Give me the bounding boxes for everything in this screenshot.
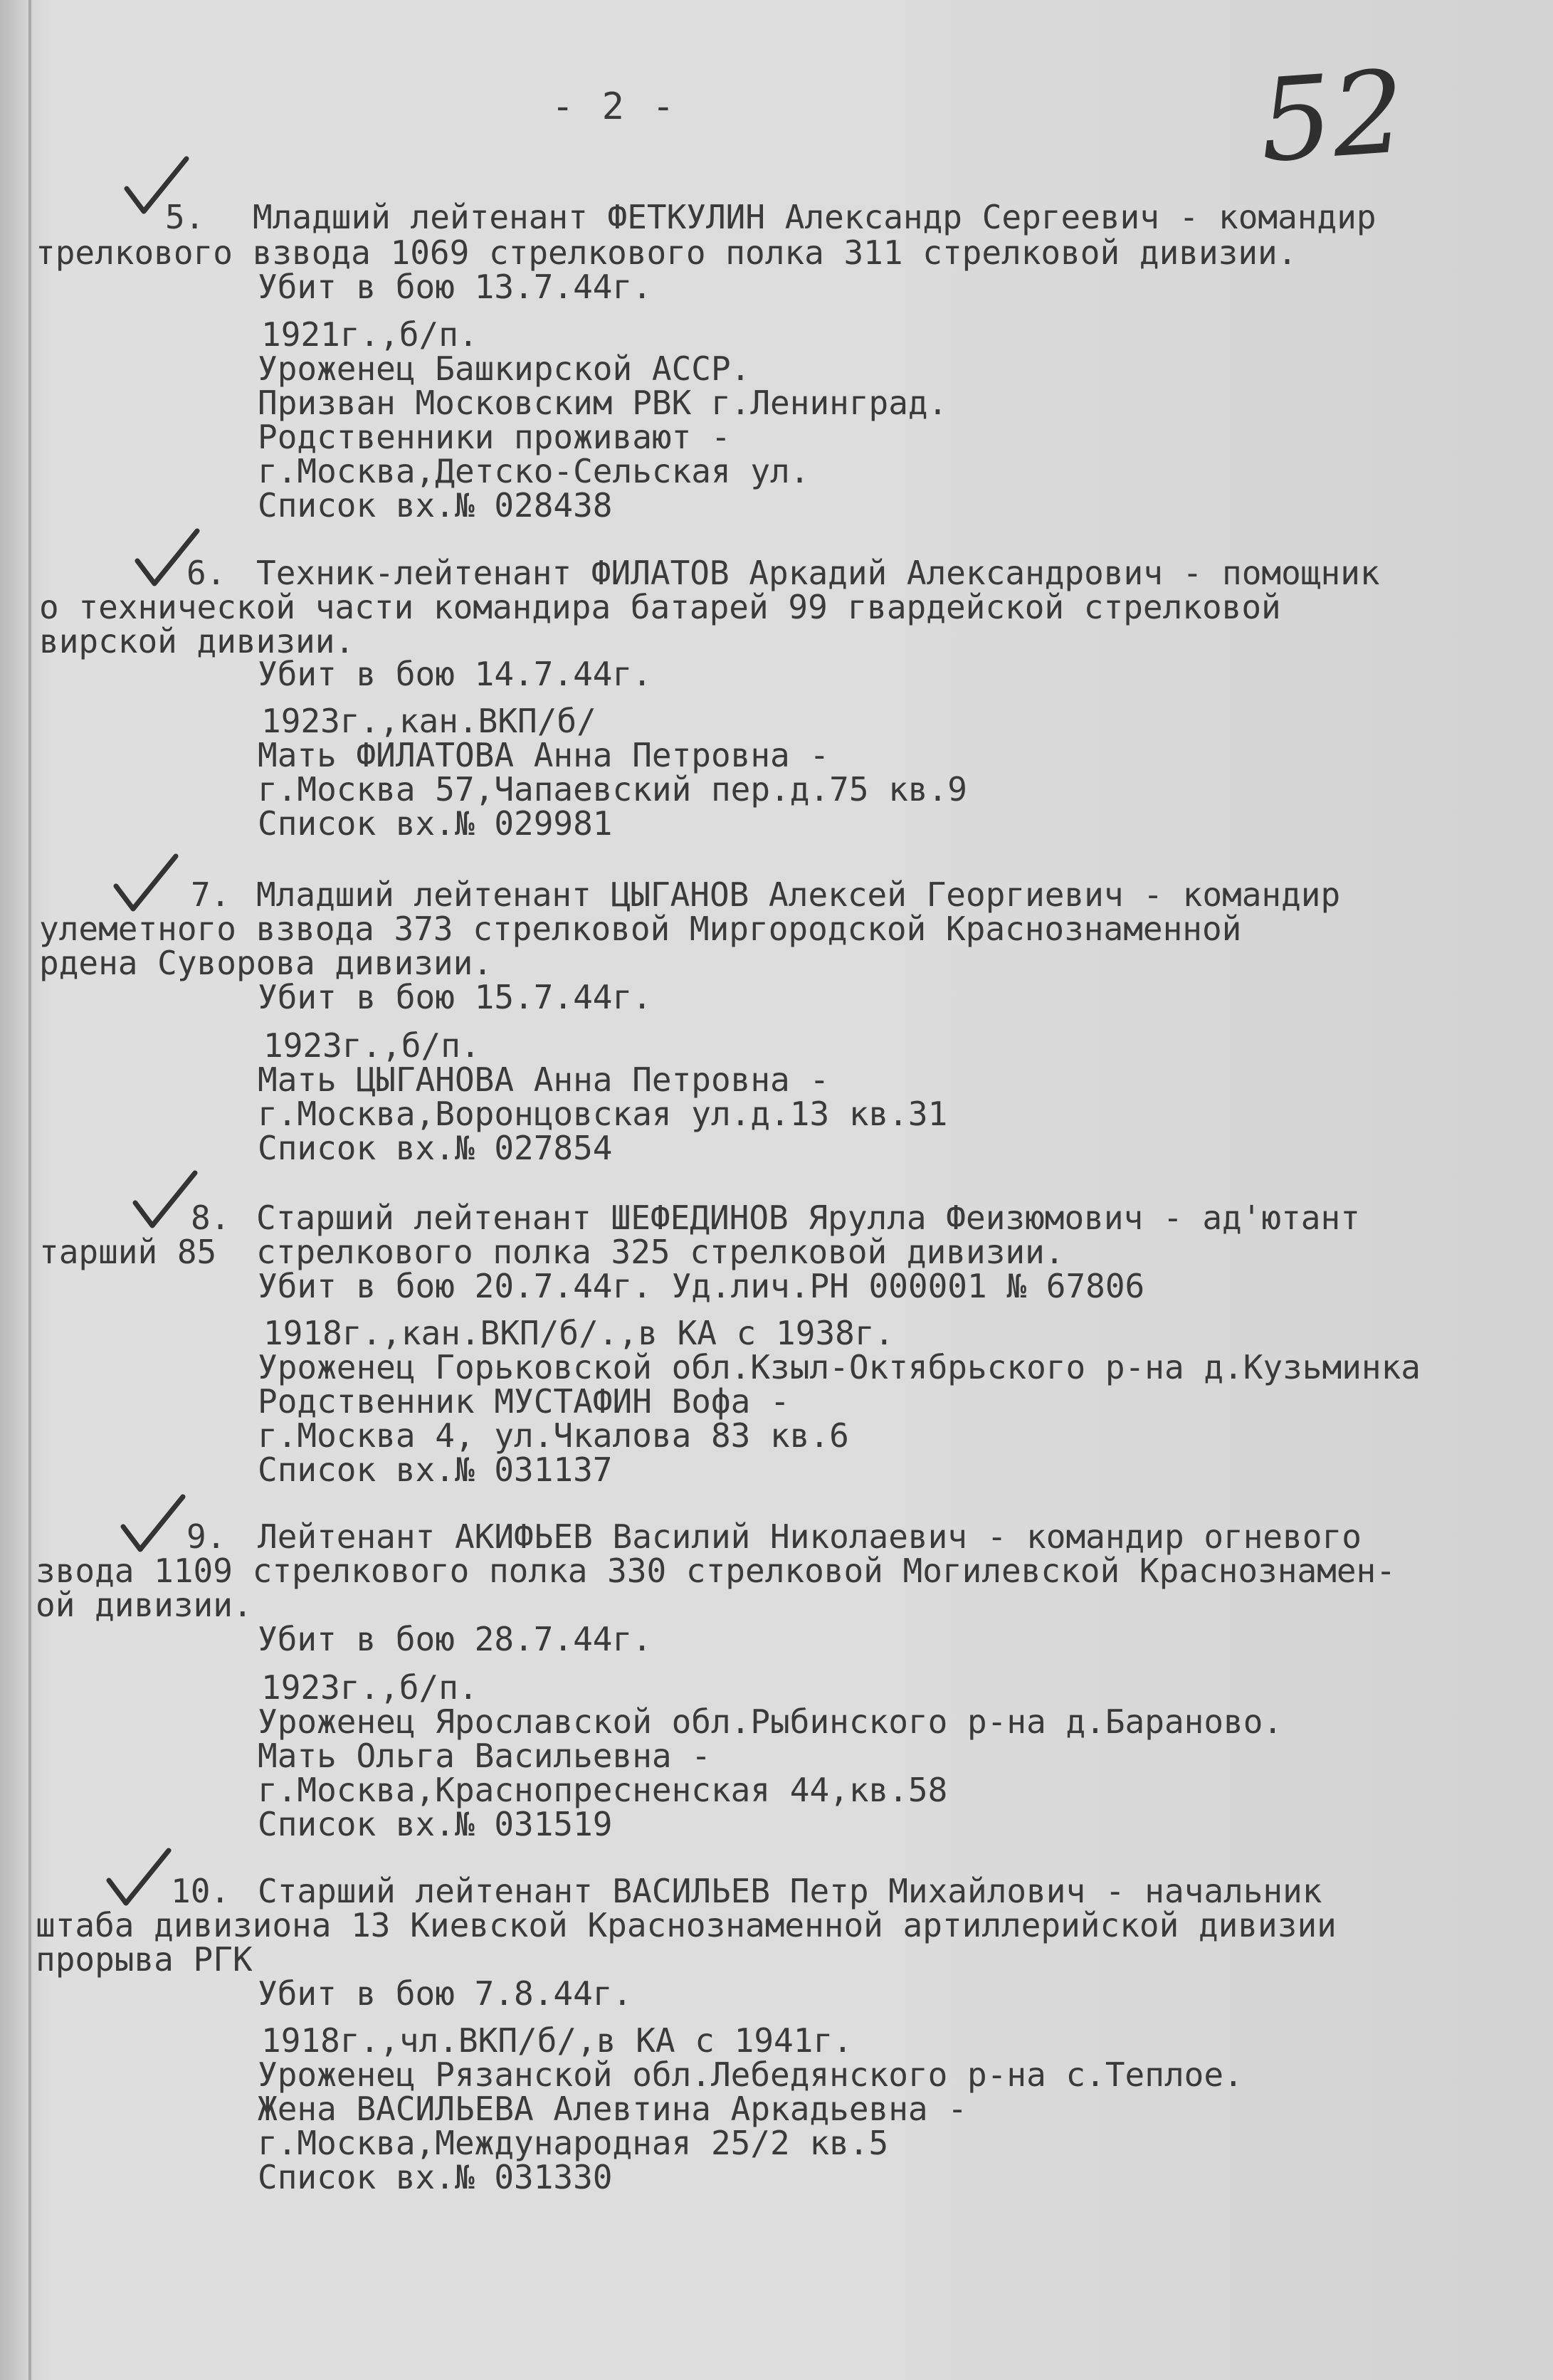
entry-9-unit: звода 1109 стрелкового полка 330 стрелковой Могилевской Краснознамен-: [36, 1552, 1396, 1590]
entry-10-detail: Уроженец Рязанской обл.Лебедянского р-на с.Теплое.: [258, 2055, 1243, 2094]
entry-8-detail: Список вх.№ 031137: [258, 1450, 613, 1489]
entry-5-detail: Призван Московским РВК г.Ленинград.: [258, 384, 948, 422]
entry-9-detail: Уроженец Ярославской обл.Рыбинского р-на д.Бараново.: [258, 1702, 1283, 1741]
entry-10-detail: Список вх.№ 031330: [258, 2158, 613, 2196]
entry-6-number: 6.: [186, 554, 226, 592]
entry-10-number: 10.: [171, 1872, 231, 1910]
entry-6-unit: вирской дивизии.: [39, 622, 355, 660]
entry-10-unit: штаба дивизиона 13 Киевской Краснознаменной артиллерийской дивизии: [36, 1906, 1337, 1944]
entry-5-detail: Список вх.№ 028438: [258, 486, 613, 525]
entry-8-detail: Родственник МУСТАФИН Вофа -: [258, 1382, 790, 1421]
entry-6-killed: Убит в бою 14.7.44г.: [258, 655, 652, 693]
entry-6-detail: 1923г.,кан.ВКП/б/: [261, 702, 596, 740]
entry-7-heading: Младший лейтенант ЦЫГАНОВ Алексей Георгиевич - командир: [256, 875, 1341, 914]
entry-6-heading: Техник-лейтенант ФИЛАТОВ Аркадий Александрович - помощник: [256, 554, 1380, 592]
entry-9-detail: Мать Ольга Васильевна -: [258, 1737, 711, 1775]
entry-9-heading: Лейтенант АКИФЬЕВ Василий Николаевич - командир огневого: [258, 1517, 1362, 1556]
entry-7-detail: Список вх.№ 027854: [258, 1129, 613, 1167]
entry-7-detail: г.Москва,Воронцовская ул.д.13 кв.31: [258, 1095, 948, 1133]
entry-7-number: 7.: [191, 875, 231, 914]
entry-10-detail: Жена ВАСИЛЬЕВА Алевтина Аркадьевна -: [258, 2090, 967, 2128]
entry-5-detail: Уроженец Башкирской АССР.: [258, 349, 751, 388]
entry-8-detail: 1918г.,кан.ВКП/б/.,в КА с 1938г.: [263, 1314, 895, 1352]
entry-5-detail: 1921г.,б/п.: [261, 315, 478, 354]
entry-7-detail: 1923г.,б/п.: [263, 1026, 480, 1065]
entry-5-detail: г.Москва,Детско-Сельская ул.: [258, 452, 810, 490]
entry-10-unit: прорыва РГК: [36, 1940, 253, 1979]
entry-7-unit: улеметного взвода 373 стрелковой Миргородской Краснознаменной: [39, 910, 1242, 948]
entry-9-detail: Список вх.№ 031519: [258, 1805, 613, 1843]
entry-8-unit: стрелкового полка 325 стрелковой дивизии.: [256, 1233, 1065, 1271]
entry-7-killed: Убит в бою 15.7.44г.: [258, 978, 652, 1016]
check-mark-icon: [103, 1845, 174, 1916]
entry-5-killed: Убит в бою 13.7.44г.: [258, 268, 652, 306]
entry-5-unit: трелкового взвода 1069 стрелкового полка 311 стрелковой дивизии.: [36, 233, 1297, 272]
page-edge-shadow: [28, 0, 31, 2380]
entry-6-detail: Список вх.№ 029981: [258, 804, 613, 843]
entry-5-detail: Родственники проживают -: [258, 418, 731, 456]
entry-8-killed: Убит в бою 20.7.44г. Уд.лич.РН 000001 № 67806: [258, 1267, 1145, 1305]
entry-9-killed: Убит в бою 28.7.44г.: [258, 1620, 652, 1658]
entry-10-detail: г.Москва,Международная 25/2 кв.5: [258, 2124, 889, 2162]
page-number: - 2 -: [552, 85, 678, 128]
entry-5-heading: Младший лейтенант ФЕТКУЛИН Александр Сергеевич - командир: [253, 198, 1376, 236]
entry-9-number: 9.: [186, 1517, 226, 1556]
entry-8-detail: г.Москва 4, ул.Чкалова 83 кв.6: [258, 1416, 849, 1455]
entry-10-detail: 1918г.,чл.ВКП/б/,в КА с 1941г.: [261, 2021, 853, 2060]
entry-5-number: 5.: [165, 198, 205, 236]
entry-8-unit-prefix: тарший 85: [39, 1233, 217, 1271]
entry-9-unit: ой дивизии.: [36, 1586, 253, 1624]
entry-10-heading: Старший лейтенант ВАСИЛЬЕВ Петр Михайлович - начальник: [258, 1872, 1322, 1910]
entry-7-unit: рдена Суворова дивизии.: [39, 944, 493, 982]
entry-8-number: 8.: [191, 1199, 231, 1237]
check-mark-icon: [130, 1167, 201, 1238]
entry-6-detail: Мать ФИЛАТОВА Анна Петровна -: [258, 736, 830, 774]
entry-9-detail: 1923г.,б/п.: [261, 1668, 478, 1707]
entry-8-heading: Старший лейтенант ШЕФЕДИНОВ Ярулла Феизюмович - ад'ютант: [256, 1199, 1360, 1237]
entry-8-detail: Уроженец Горьковской обл.Кзыл-Октябрьского р-на д.Кузьминка: [258, 1348, 1421, 1386]
entry-7-detail: Мать ЦЫГАНОВА Анна Петровна -: [258, 1060, 830, 1099]
entry-9-detail: г.Москва,Краснопресненская 44,кв.58: [258, 1771, 948, 1809]
entry-6-unit: о технической части командира батарей 99 гвардейской стрелковой: [39, 588, 1281, 626]
entry-10-killed: Убит в бою 7.8.44г.: [258, 1974, 633, 2013]
entry-6-detail: г.Москва 57,Чапаевский пер.д.75 кв.9: [258, 770, 967, 809]
archive-page-number: 52: [1255, 45, 1409, 188]
